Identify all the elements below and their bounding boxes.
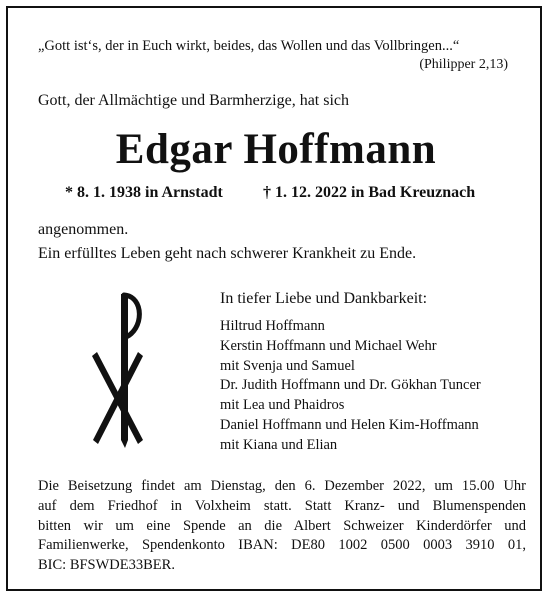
family-member: mit Svenja und Samuel — [220, 357, 355, 374]
family-member: Kerstin Hoffmann und Michael Wehr — [220, 337, 437, 354]
family-member: Dr. Judith Hoffmann und Dr. Gökhan Tuncer — [220, 377, 481, 394]
family-member: Hiltrud Hoffmann — [220, 318, 325, 334]
burial-line: bitten wir um eine Spende an die Albert Schweizer Kinderdörfer und — [38, 517, 526, 534]
burial-line: Familienwerke, Spendenkonto IBAN: DE80 1002 0500 0003 3910 01, — [38, 537, 526, 554]
accepted-text: angenommen. — [38, 221, 129, 238]
family-member: mit Kiana und Elian — [220, 436, 338, 453]
chi-rho-icon-graphic — [90, 290, 146, 450]
family-list — [220, 317, 481, 456]
family-heading: In tiefer Liebe und Dankbarkeit: — [220, 290, 428, 307]
bible-quote: „Gott ist‘s, der in Euch wirkt, beides, das Wollen und das Vollbringen...“ — [38, 38, 460, 54]
obituary-notice — [6, 6, 542, 591]
burial-notice — [38, 477, 526, 576]
family-member: Daniel Hoffmann und Helen Kim-Hoffmann — [220, 416, 479, 433]
chi-rho-icon — [90, 290, 146, 455]
life-statement: Ein erfülltes Leben geht nach schwerer Krankheit zu Ende. — [38, 245, 417, 262]
birth-info: * 8. 1. 1938 in Arnstadt — [65, 184, 223, 201]
intro-text: Gott, der Allmächtige und Barmherzige, hat sich — [38, 92, 350, 109]
bible-quote-reference: (Philipper 2,13) — [419, 57, 508, 72]
death-info: † 1. 12. 2022 in Bad Kreuznach — [263, 184, 476, 201]
deceased-name: Edgar Hoffmann — [115, 126, 437, 173]
burial-line: Die Beisetzung findet am Dienstag, den 6. Dezember 2022, um 15.00 Uhr — [38, 478, 526, 494]
burial-line: auf dem Friedhof in Volxheim statt. Statt Kranz- und Blumenspenden — [38, 497, 526, 514]
family-member: mit Lea und Phaidros — [220, 397, 345, 414]
burial-line: BIC: BFSWDE33BER. — [38, 557, 175, 574]
